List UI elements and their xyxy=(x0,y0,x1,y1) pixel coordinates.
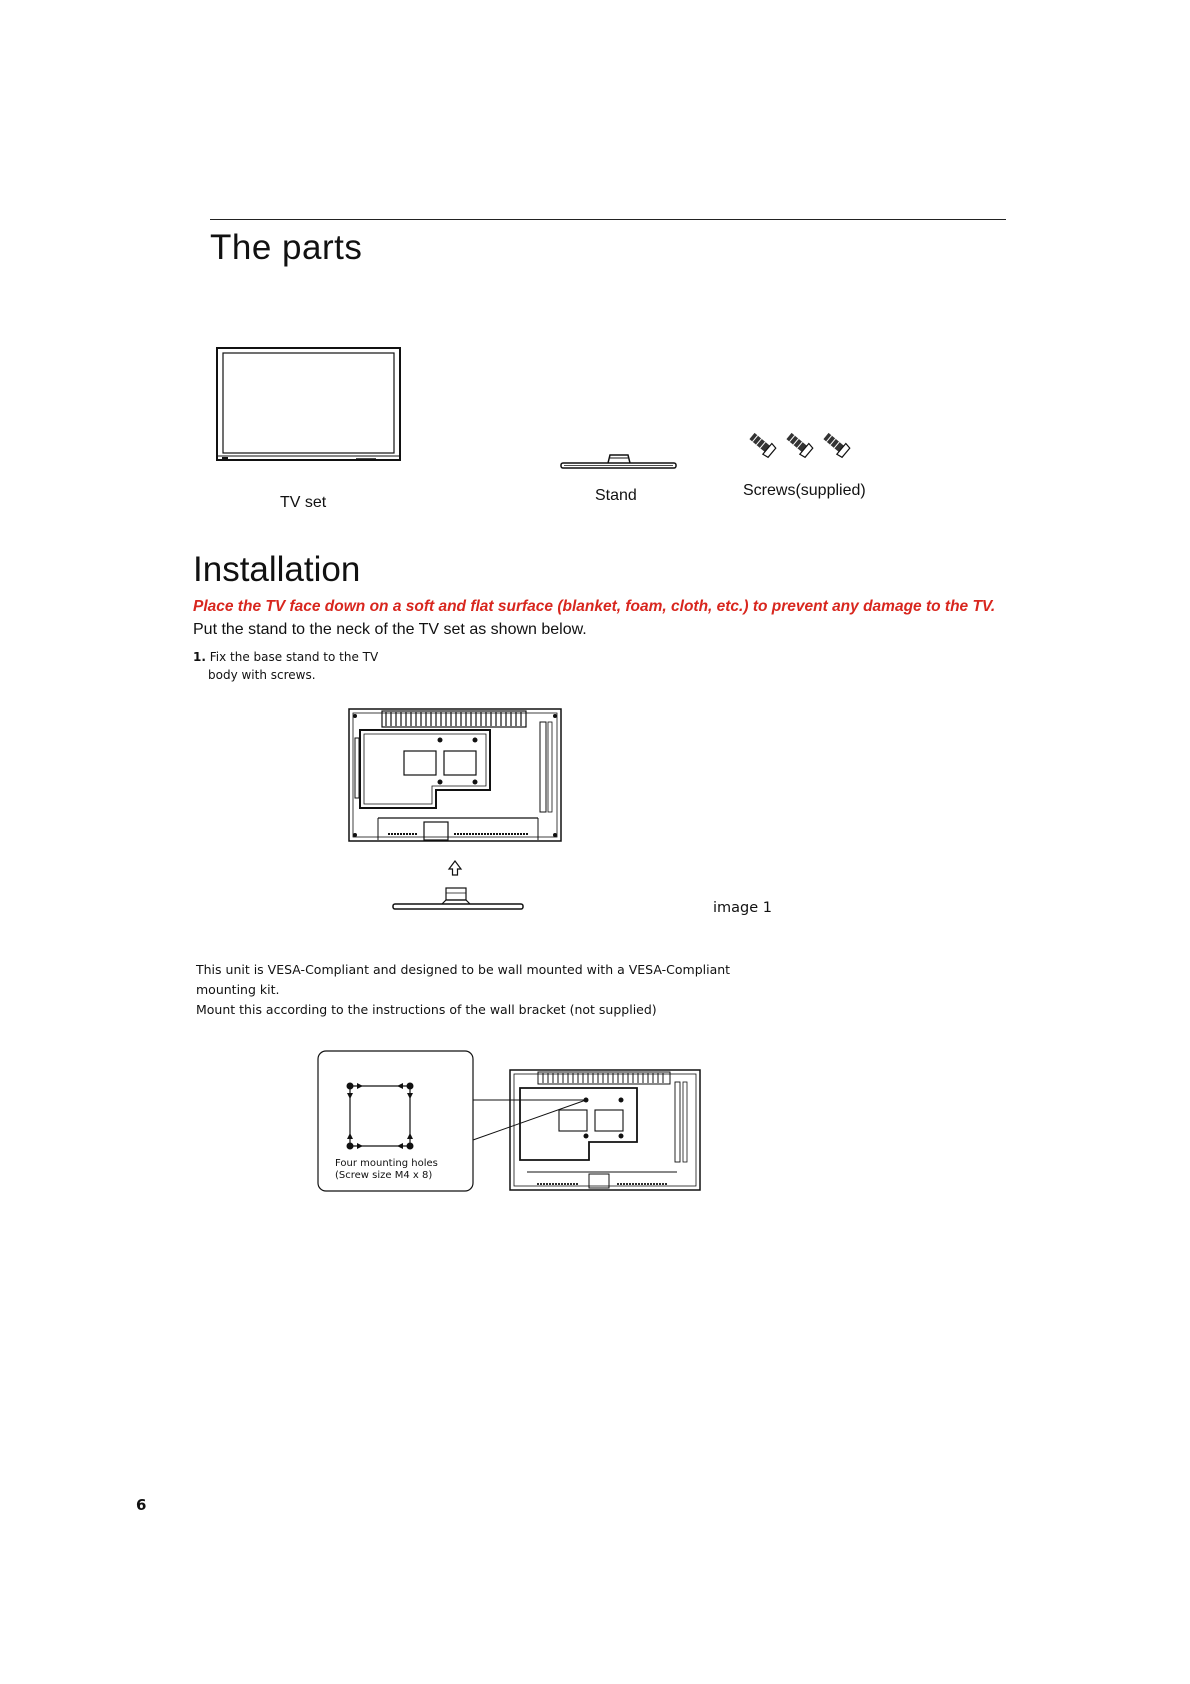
tv-back-with-stand-illustration xyxy=(348,708,563,915)
vesa-line-3: Mount this according to the instructions of the wall bracket (not supplied) xyxy=(196,1002,657,1017)
screws-illustration xyxy=(746,432,856,468)
mounting-holes-label xyxy=(335,1158,438,1182)
stand-label: Stand xyxy=(595,487,637,504)
stand-illustration xyxy=(560,452,678,472)
vesa-line-1: This unit is VESA-Compliant and designed to be wall mounted with a VESA-Compliant xyxy=(196,962,731,977)
step-1-line-2: body with screws. xyxy=(208,668,316,682)
step-1 xyxy=(193,648,378,684)
mounting-holes-line-1: Four mounting holes xyxy=(335,1158,438,1169)
vesa-text xyxy=(196,960,756,1020)
installation-heading: Installation xyxy=(193,550,361,589)
screws-label: Screws(supplied) xyxy=(743,482,866,499)
parts-heading: The parts xyxy=(210,228,363,267)
intro-text: Put the stand to the neck of the TV set as shown below. xyxy=(193,621,587,638)
warning-text: Place the TV face down on a soft and flat surface (blanket, foam, cloth, etc.) to prevent any damage to the TV. xyxy=(193,598,996,615)
top-rule xyxy=(210,219,1006,220)
mounting-holes-line-2: (Screw size M4 x 8) xyxy=(335,1170,433,1181)
step-1-line-1: Fix the base stand to the TV xyxy=(209,650,379,664)
vesa-line-2: mounting kit. xyxy=(196,982,280,997)
step-1-number: 1. xyxy=(193,650,206,664)
tv-set-label: TV set xyxy=(280,494,327,511)
page-number: 6 xyxy=(136,1496,147,1514)
image-1-caption: image 1 xyxy=(713,900,772,916)
tv-set-illustration xyxy=(216,347,402,463)
